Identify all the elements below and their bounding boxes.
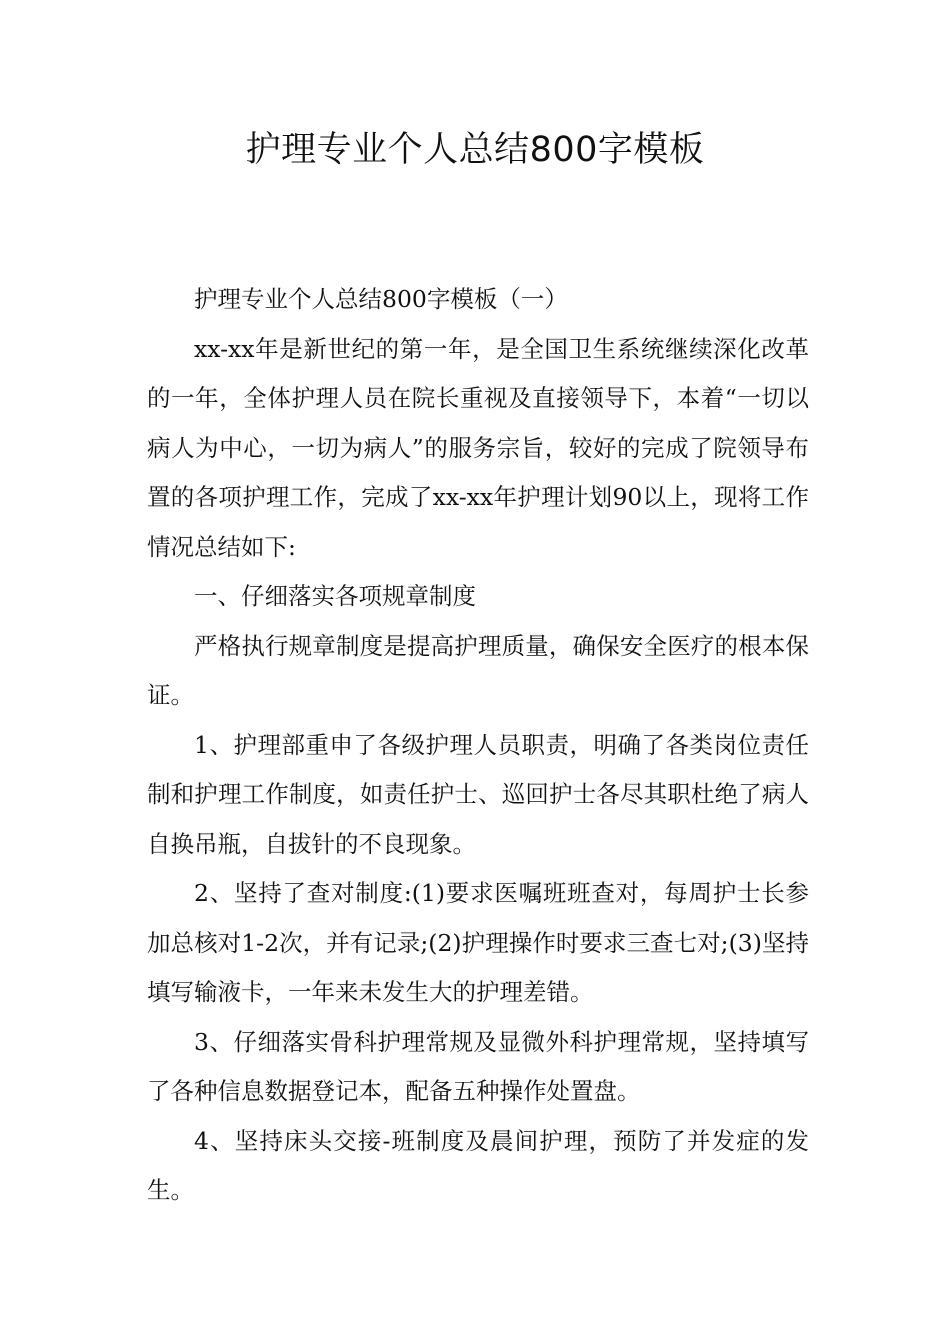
paragraph-item-1: 1、护理部重申了各级护理人员职责，明确了各类岗位责任制和护理工作制度，如责任护士、巡回护士各尽其职杜绝了病人自换吊瓶，自拔针的不良现象。 bbox=[147, 730, 809, 858]
paragraph-item-3: 3、仔细落实骨科护理常规及显微外科护理常规，坚持填写了各种信息数据登记本，配备五种操作处置盘。 bbox=[147, 1027, 809, 1105]
paragraph-section-heading: 护理专业个人总结800字模板（一） bbox=[194, 285, 568, 313]
paragraph-item-2: 2、坚持了查对制度:(1)要求医嘱班班查对，每周护士长参加总核对1-2次，并有记录;(2)护理操作时要求三查七对;(3)坚持填写输液卡，一年来未发生大的护理差错。 bbox=[147, 879, 809, 1006]
paragraph-regulations-importance: 严格执行规章制度是提高护理质量，确保安全医疗的根本保证。 bbox=[147, 631, 809, 709]
paragraph-intro: xx-xx年是新世纪的第一年，是全国卫生系统继续深化改革的一年，全体护理人员在院长重视及直接领导下，本着“一切以病人为中心，一切为病人”的服务宗旨，较好的完成了院领导布置的各项护理工作，完成了xx-xx年护理计划90以上，现将工作情况总结如下: bbox=[147, 334, 809, 561]
document-body bbox=[147, 275, 809, 1216]
paragraph-subheading-regulations: 一、仔细落实各项规章制度 bbox=[194, 582, 476, 610]
document-title: 护理专业个人总结800字模板 bbox=[245, 130, 705, 170]
paragraph-item-4: 4、坚持床头交接-班制度及晨间护理，预防了并发症的发生。 bbox=[147, 1126, 809, 1204]
